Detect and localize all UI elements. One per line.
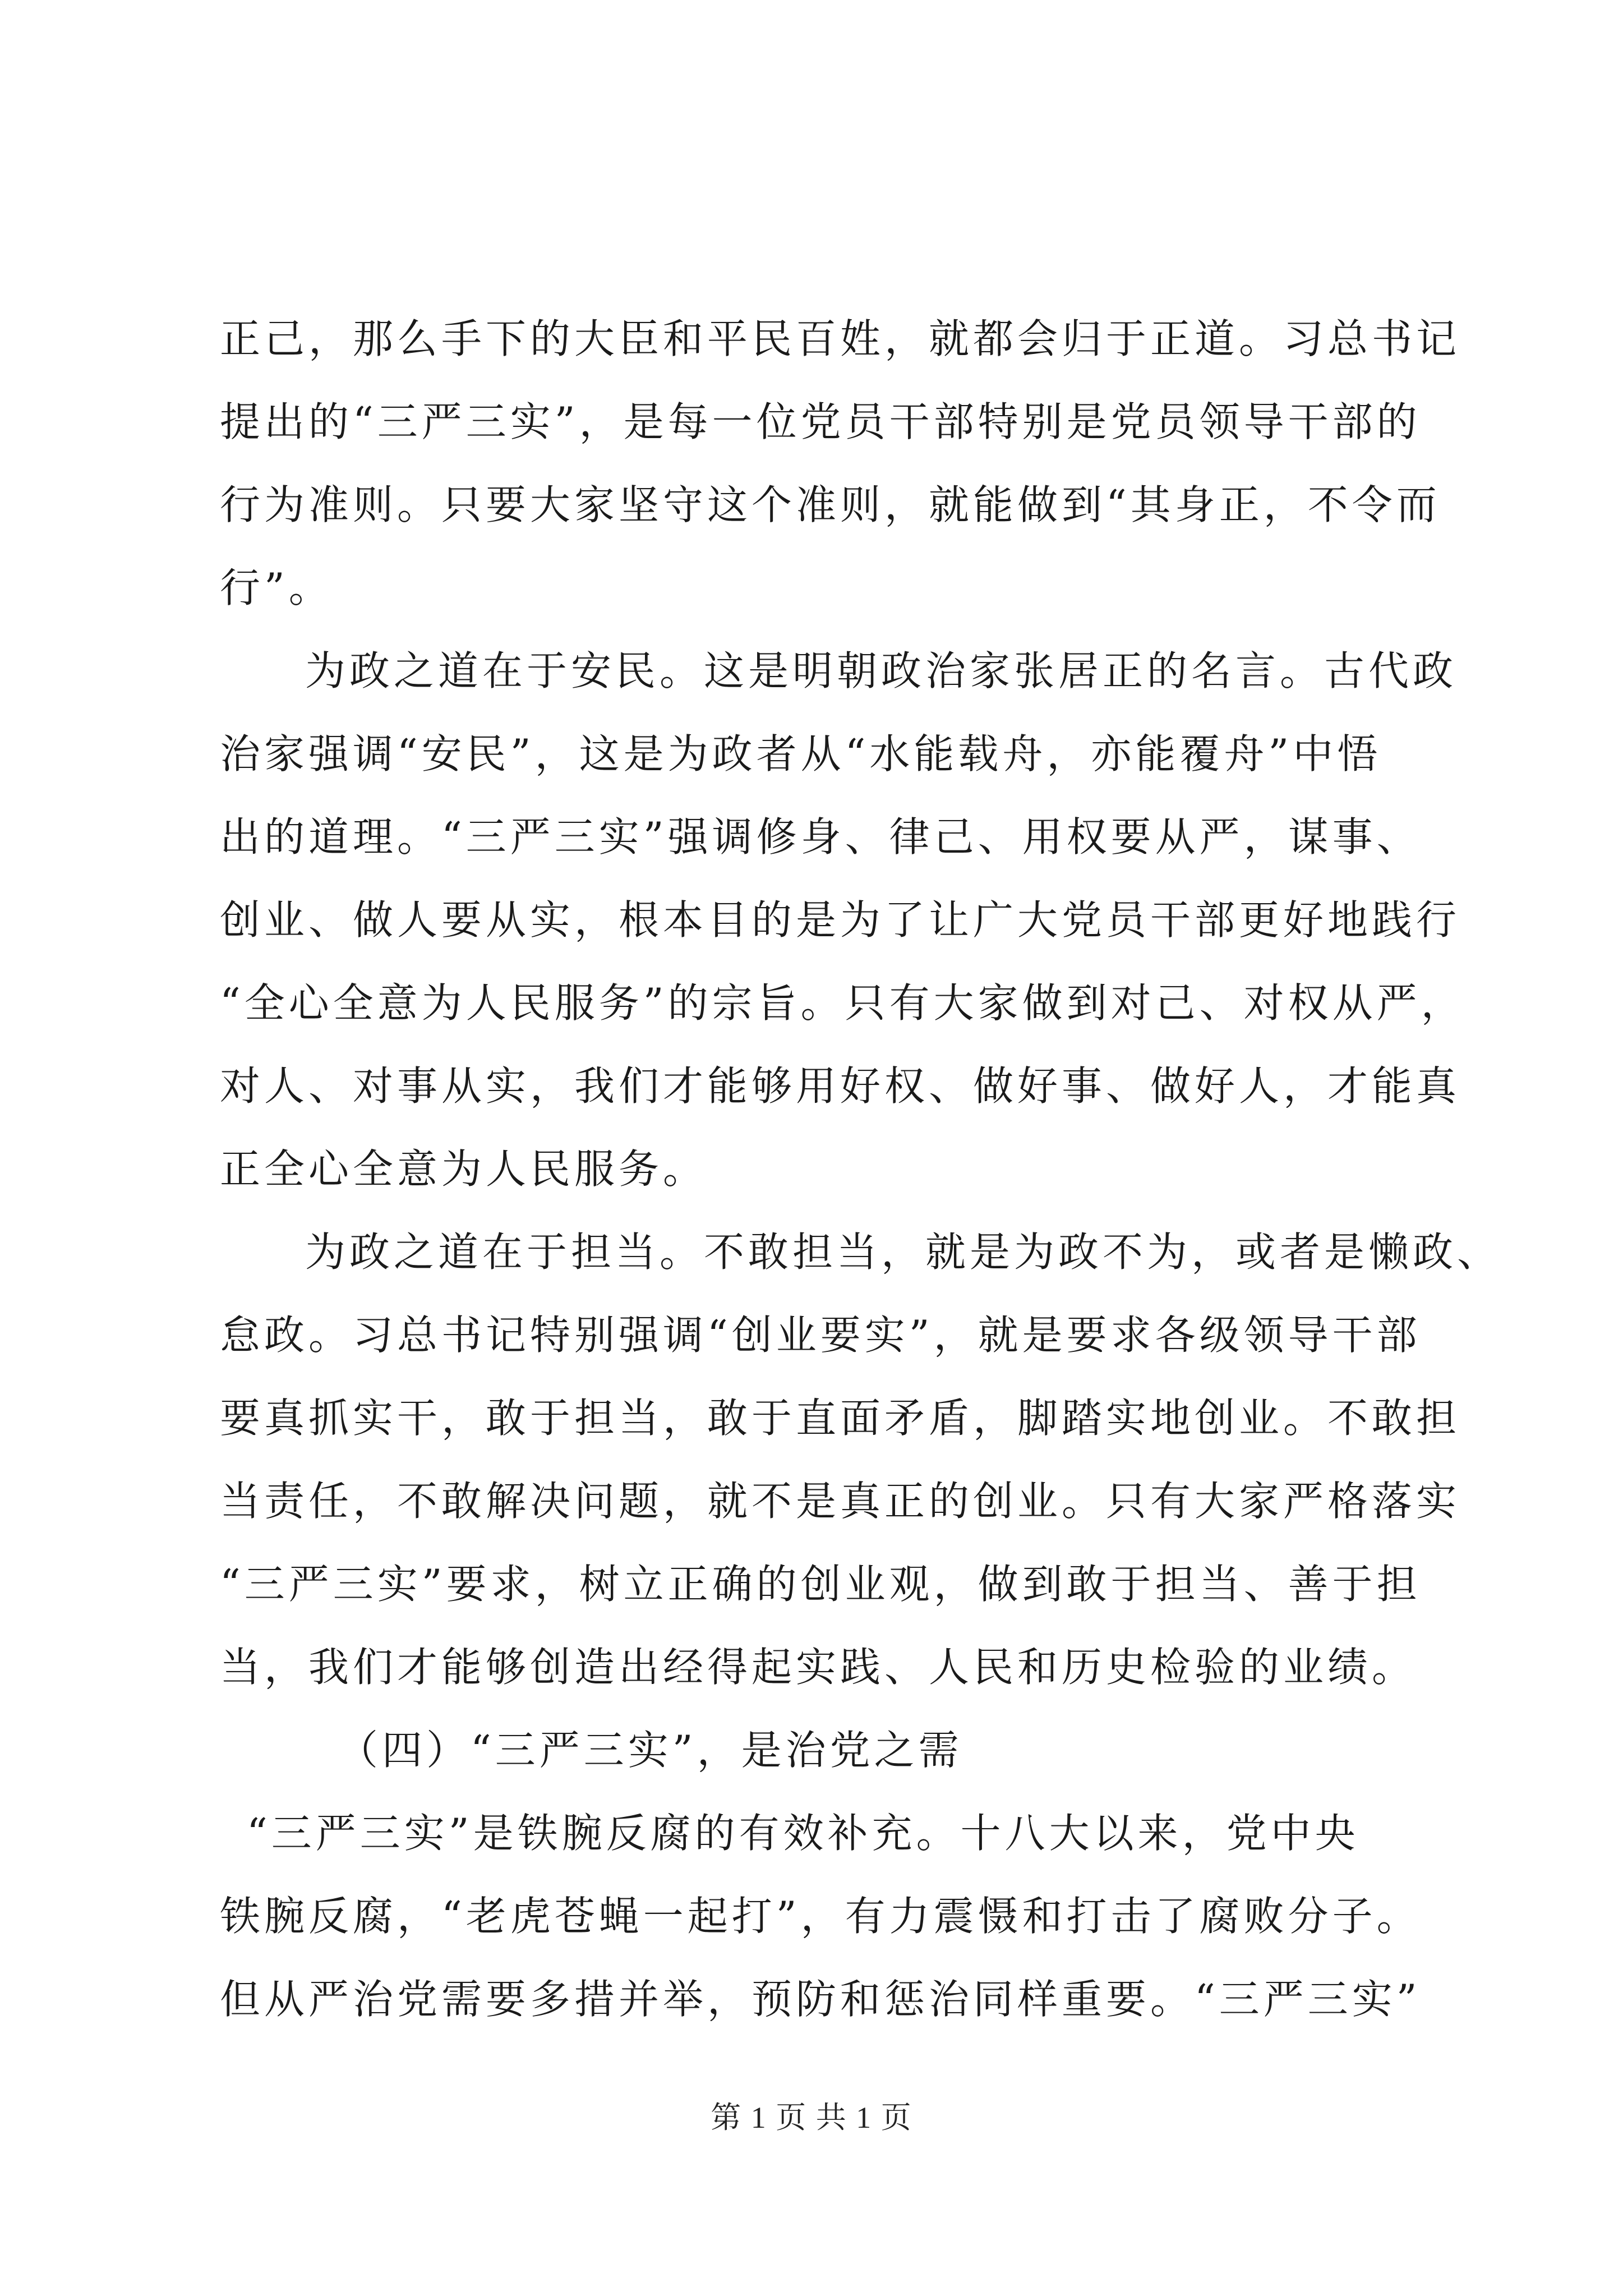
text-line: 行为准则。只要大家坚守这个准则，就能做到“其身正，不令而 [220, 481, 1441, 528]
text-line: 提出的“三严三实”，是每一位党员干部特别是党员领导干部的 [220, 398, 1421, 445]
text-line: 创业、做人要从实，根本目的是为了让广大党员干部更好地践行 [220, 896, 1461, 944]
text-line: 出的道理。“三严三实”强调修身、律己、用权要从严，谋事、 [220, 813, 1421, 861]
text-line: 当责任，不敢解决问题，就不是真正的创业。只有大家严格落实 [220, 1478, 1461, 1525]
section-heading: （四）“三严三实”，是治党之需 [338, 1727, 963, 1774]
text-line: 治家强调“安民”，这是为政者从“水能载舟，亦能覆舟”中悟 [220, 730, 1382, 777]
text-line: 行”。 [220, 564, 333, 611]
text-line: 铁腕反腐，“老虎苍蝇一起打”，有力震慑和打击了腐败分子。 [220, 1893, 1421, 1940]
text-line: 正己，那么手下的大臣和平民百姓，就都会归于正道。习总书记 [220, 315, 1461, 362]
text-line: “三严三实”要求，树立正确的创业观，做到敢于担当、善于担 [220, 1561, 1421, 1608]
text-line: 但从严治党需要多措并举，预防和惩治同样重要。“三严三实” [220, 1976, 1421, 2023]
text-line: 正全心全意为人民服务。 [220, 1145, 708, 1193]
text-line: 对人、对事从实，我们才能够用好权、做好事、做好人，才能真 [220, 1062, 1461, 1110]
paragraph-start-line: 为政之道在于担当。不敢担当，就是为政不为，或者是懒政、 [305, 1228, 1502, 1276]
body-text [220, 297, 1502, 2041]
paragraph-start-line: “三严三实”是铁腕反腐的有效补充。十八大以来，党中央 [247, 1810, 1359, 1857]
page-number-footer: 第 1 页 共 1 页 [711, 2101, 912, 2134]
text-line: 当，我们才能够创造出经得起实践、人民和历史检验的业绩。 [220, 1644, 1417, 1691]
paragraph-start-line: 为政之道在于安民。这是明朝政治家张居正的名言。古代政 [305, 647, 1458, 694]
text-line: 要真抓实干，敢于担当，敢于直面矛盾，脚踏实地创业。不敢担 [220, 1395, 1461, 1442]
text-line: 怠政。习总书记特别强调“创业要实”，就是要求各级领导干部 [220, 1312, 1421, 1359]
text-line: “全心全意为人民服务”的宗旨。只有大家做到对己、对权从严， [220, 979, 1465, 1027]
